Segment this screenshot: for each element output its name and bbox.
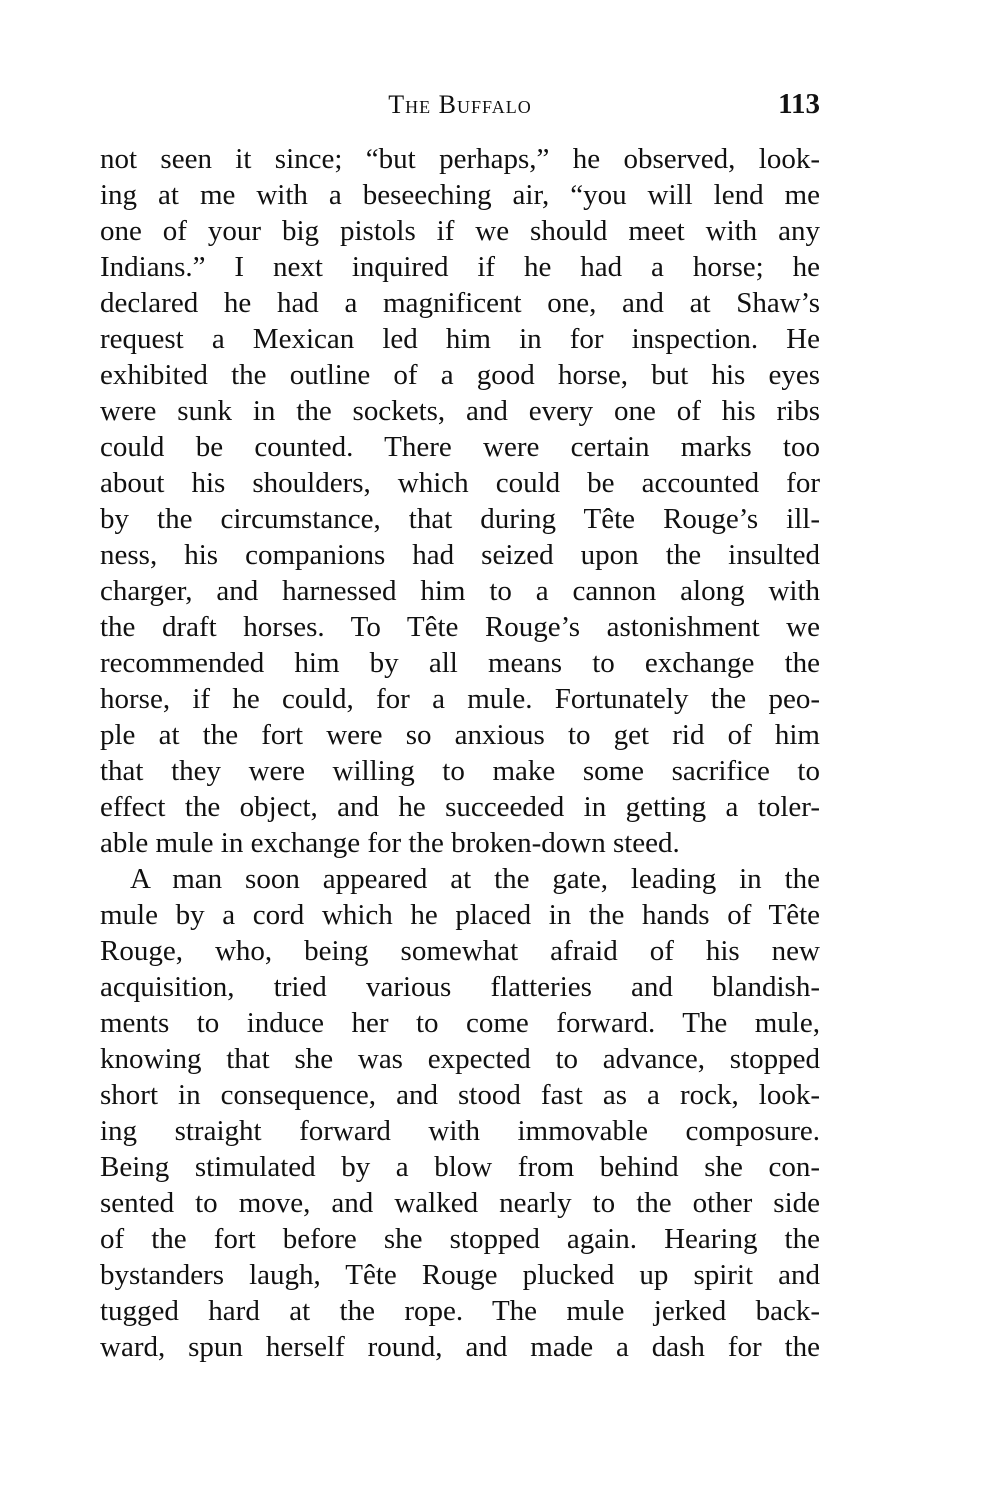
text-line: knowing that she was expected to advance, stopped bbox=[100, 1043, 820, 1075]
text-line: request a Mexican led him in for inspection. He bbox=[100, 323, 820, 355]
running-head bbox=[100, 86, 820, 126]
running-title: The Buffalo bbox=[388, 90, 532, 119]
text-line: were sunk in the sockets, and every one of his ribs bbox=[100, 395, 820, 427]
text-line: horse, if he could, for a mule. Fortunately the peo- bbox=[100, 683, 820, 715]
text-line: able mule in exchange for the broken-down steed. bbox=[100, 827, 680, 859]
text-line: ments to induce her to come forward. The mule, bbox=[100, 1007, 820, 1039]
text-line: charger, and harnessed him to a cannon along with bbox=[100, 575, 820, 607]
text-line: Rouge, who, being somewhat afraid of his new bbox=[100, 935, 820, 967]
body-text bbox=[100, 141, 820, 1365]
text-line: the draft horses. To Tête Rouge’s astonishment we bbox=[100, 611, 820, 643]
text-line: mule by a cord which he placed in the hands of Tête bbox=[100, 899, 820, 931]
text-line: Indians.” I next inquired if he had a horse; he bbox=[100, 251, 820, 283]
text-line: of the fort before she stopped again. Hearing the bbox=[100, 1223, 820, 1255]
text-line: acquisition, tried various flatteries and blandish- bbox=[100, 971, 820, 1003]
text-line: recommended him by all means to exchange the bbox=[100, 647, 820, 679]
text-line: short in consequence, and stood fast as a rock, look- bbox=[100, 1079, 820, 1111]
text-line: effect the object, and he succeeded in getting a toler- bbox=[100, 791, 820, 823]
text-line: exhibited the outline of a good horse, but his eyes bbox=[100, 359, 820, 391]
text-line: declared he had a magnificent one, and at Shaw’s bbox=[100, 287, 820, 319]
text-line: ness, his companions had seized upon the insulted bbox=[100, 539, 820, 571]
page-number: 113 bbox=[778, 88, 820, 120]
text-line: about his shoulders, which could be accounted for bbox=[100, 467, 820, 499]
text-line: ple at the fort were so anxious to get rid of him bbox=[100, 719, 820, 751]
text-line: one of your big pistols if we should meet with any bbox=[100, 215, 820, 247]
text-line: that they were willing to make some sacrifice to bbox=[100, 755, 820, 787]
text-line: by the circumstance, that during Tête Rouge’s ill- bbox=[100, 503, 820, 535]
text-line: sented to move, and walked nearly to the other side bbox=[100, 1187, 820, 1219]
text-line: bystanders laugh, Tête Rouge plucked up spirit and bbox=[100, 1259, 820, 1291]
text-line: could be counted. There were certain marks too bbox=[100, 431, 820, 463]
text-line: A man soon appeared at the gate, leading in the bbox=[130, 863, 820, 895]
text-line: not seen it since; “but perhaps,” he observed, look- bbox=[100, 143, 820, 175]
text-line: ing straight forward with immovable composure. bbox=[100, 1115, 820, 1147]
text-line: ward, spun herself round, and made a dash for the bbox=[100, 1331, 820, 1363]
text-line: ing at me with a beseeching air, “you will lend me bbox=[100, 179, 820, 211]
text-line: Being stimulated by a blow from behind she con- bbox=[100, 1151, 820, 1183]
text-line: tugged hard at the rope. The mule jerked back- bbox=[100, 1295, 820, 1327]
